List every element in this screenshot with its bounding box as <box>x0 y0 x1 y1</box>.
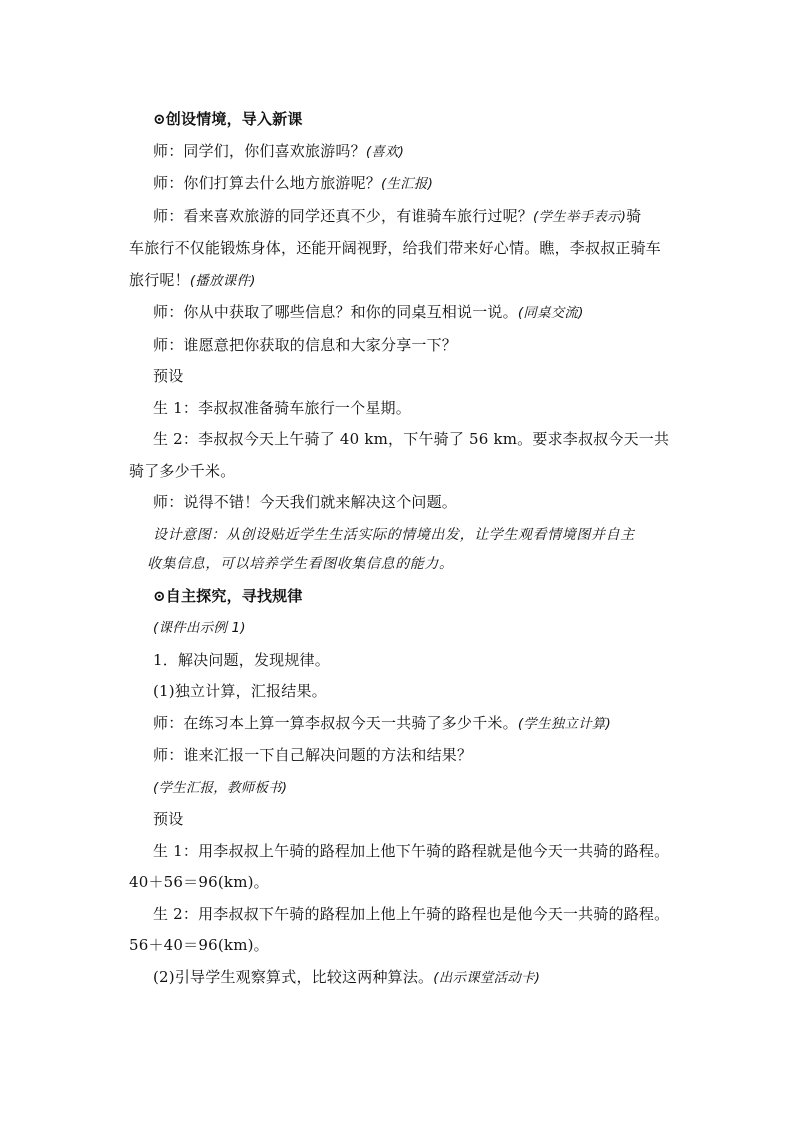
stage-note: (播放课件) <box>189 272 256 289</box>
stage-note: (学生汇报，教师板书) <box>153 779 288 796</box>
line-text: 师：你们打算去什么地方旅游呢？ <box>153 174 382 192</box>
substep-line <box>144 962 684 995</box>
stage-note: (喜欢) <box>365 143 405 160</box>
paragraph-line <box>120 265 684 298</box>
line-text: 师：谁愿意把你获取的信息和大家分享一下？ <box>153 335 458 354</box>
line-text: 师：说得不错！今天我们就来解决这个问题。 <box>153 493 458 511</box>
stage-note: (出示课堂活动卡) <box>433 969 541 986</box>
step-heading <box>144 645 684 677</box>
line-text: 预设 <box>153 810 184 828</box>
dialogue-line <box>144 487 684 519</box>
line-text: 师：在练习本上算一算李叔叔今天一共骑了多少千米。 <box>153 713 518 732</box>
line-text: 师：你从中获取了哪些信息？和你的同桌互相说一说。 <box>153 303 518 321</box>
line-text: 旅行呢！ <box>129 270 190 289</box>
student-answer-paragraph <box>129 836 684 899</box>
stage-note: (学生独立计算) <box>517 715 611 732</box>
dialogue-line <box>144 297 684 330</box>
dialogue-line <box>144 136 684 169</box>
student-answer-paragraph <box>129 424 684 487</box>
heading-text: ⊙创设情境，导入新课 <box>153 110 303 128</box>
section-heading-exploration <box>144 581 684 613</box>
line-text: 预设 <box>153 367 184 385</box>
courseware-note-line <box>144 612 684 645</box>
dialogue-line <box>144 168 684 201</box>
paragraph-line <box>144 836 684 868</box>
student-answer-line <box>144 393 684 425</box>
preset-label <box>144 361 684 393</box>
line-text: 师：看来喜欢旅游的同学还真不少，有谁骑车旅行过呢？ <box>153 206 534 225</box>
dialogue-line <box>144 708 684 741</box>
line-text: 生 2：用李叔叔下午骑的路程加上他上午骑的路程也是他今天一共骑的路程。 <box>153 904 670 923</box>
line-text: 师：同学们，你们喜欢旅游吗？ <box>153 141 366 160</box>
stage-note: (学生举手表示) <box>533 208 627 225</box>
paragraph-line <box>120 456 684 488</box>
design-intent-paragraph <box>144 521 684 579</box>
paragraph-line <box>144 521 684 550</box>
paragraph-line <box>144 899 684 931</box>
paragraph-line <box>144 424 684 456</box>
student-answer-paragraph <box>129 899 684 962</box>
equation-line <box>120 930 684 962</box>
line-text: 车旅行不仅能锻炼身体，还能开阔视野，给我们带来好心情。瞧，李叔叔正骑车 <box>129 239 662 257</box>
line-text: 生 1：用李叔叔上午骑的路程加上他下午骑的路程就是他今天一共骑的路程。 <box>153 841 670 860</box>
line-text: (2)引导学生观察算式，比较这两种算法。 <box>153 967 434 986</box>
line-text: 1．解决问题，发现规律。 <box>153 650 330 669</box>
equation-text: 40＋56＝96(km)。 <box>129 873 269 891</box>
line-text: (1)独立计算，汇报结果。 <box>153 682 327 700</box>
line-text: 生 2：李叔叔今天上午骑了 40 km，下午骑了 56 km。要求李叔叔今天一共 <box>153 430 670 448</box>
line-text: 骑了多少千米。 <box>129 461 236 480</box>
equation-text: 56＋40＝96(km)。 <box>129 936 269 954</box>
preset-label <box>144 804 684 836</box>
line-text: 师：谁来汇报一下自己解决问题的方法和结果？ <box>153 746 473 764</box>
stage-note: (生汇报) <box>381 176 434 192</box>
stage-note: (同桌交流) <box>517 305 584 321</box>
equation-line <box>120 867 684 899</box>
stage-note-line <box>144 772 684 805</box>
dialogue-line <box>144 330 684 362</box>
stage-note: (课件出示例 1) <box>153 620 246 636</box>
line-text: 生 1：李叔叔准备骑车旅行一个星期。 <box>153 398 411 417</box>
line-text: 设计意图：从创设贴近学生生活实际的情境出发，让学生观看情境图并自主 <box>153 526 635 543</box>
line-text: 收集信息，可以培养学生看图收集信息的能力。 <box>147 555 454 572</box>
dialogue-line <box>144 740 684 772</box>
dialogue-paragraph <box>129 201 684 298</box>
section-heading-situation <box>144 104 684 136</box>
paragraph-line <box>144 201 684 234</box>
heading-text: ⊙自主探究，寻找规律 <box>153 586 303 605</box>
substep-line <box>144 676 684 708</box>
line-tail: 骑 <box>626 206 642 225</box>
paragraph-line <box>120 233 684 265</box>
paragraph-line <box>138 550 684 579</box>
